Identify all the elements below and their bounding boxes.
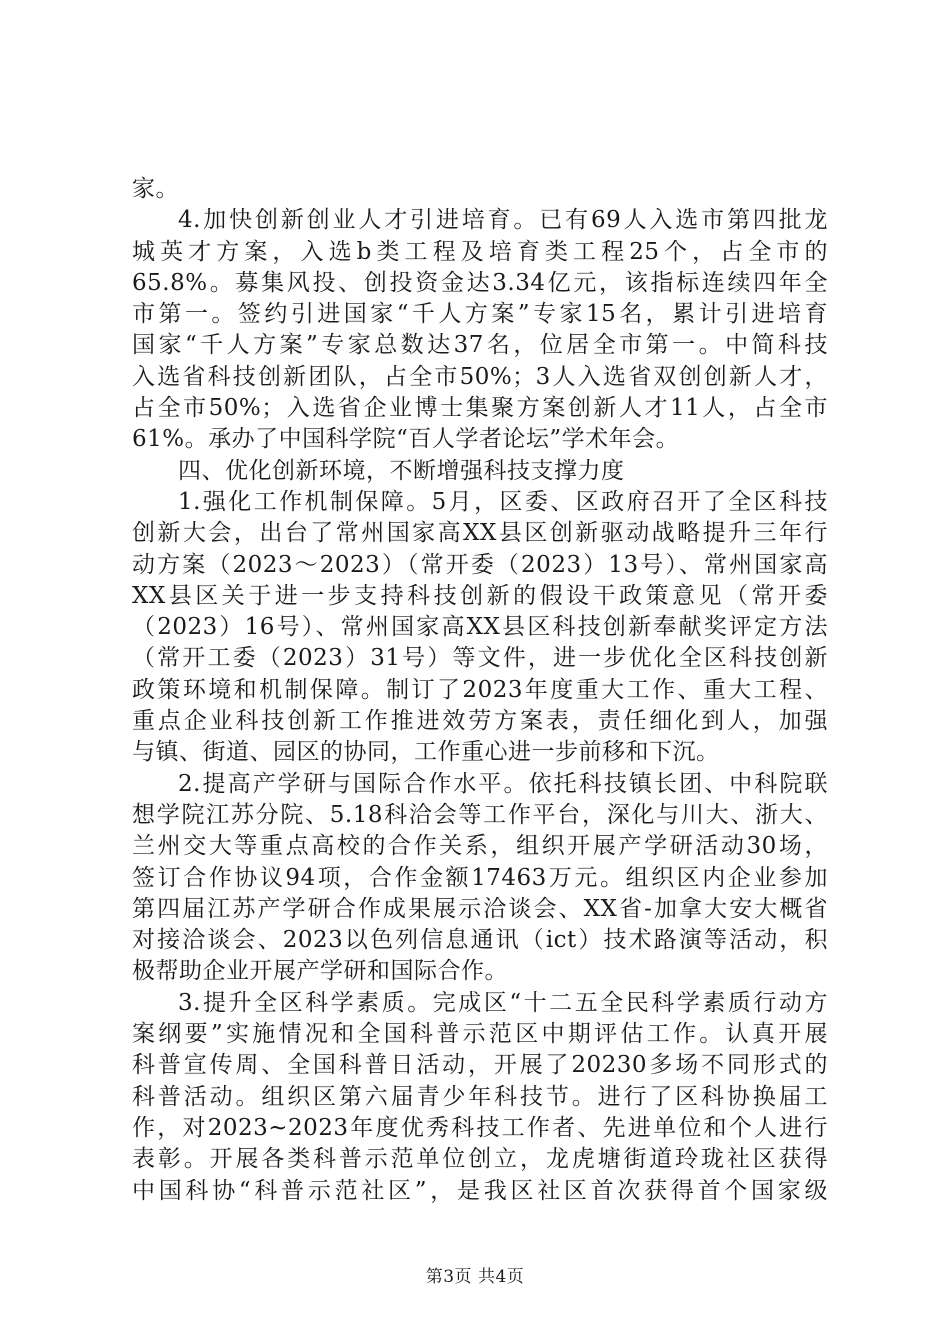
text-line: 家。 — [132, 176, 179, 202]
section-heading: 四、优化创新环境，不断增强科技支撑力度 — [178, 457, 625, 484]
text-line: 中国科协“科普示范社区”，是我区社区首次获得首个国家级 — [132, 1177, 828, 1204]
text-line: （常开工委（2023）31号）等文件，进一步优化全区科技创新 — [132, 645, 828, 672]
text-line: 第四届江苏产学研合作成果展示洽谈会、XX省-加拿大安大概省 — [132, 895, 828, 922]
text-line: 表彰。开展各类科普示范单位创立，龙虎塘街道玲珑社区获得 — [132, 1146, 828, 1173]
text-line: 签订合作协议94项，合作金额17463万元。组织区内企业参加 — [132, 864, 828, 891]
text-line: （2023）16号）、常州国家高XX县区科技创新奉献奖评定方法 — [132, 614, 828, 641]
page-number-footer: 第3页 共4页 — [425, 1267, 525, 1287]
text-line: 创新大会，出台了常州国家高XX县区创新驱动战略提升三年行 — [132, 520, 828, 547]
text-line: 政策环境和机制保障。制订了2023年度重大工作、重大工程、 — [132, 676, 828, 703]
text-line: 兰州交大等重点高校的合作关系，组织开展产学研活动30场， — [132, 833, 828, 860]
text-line: 65.8%。募集风投、创投资金达3.34亿元，该指标连续四年全 — [132, 269, 828, 296]
text-line: 科普宣传周、全国科普日活动，开展了20230多场不同形式的 — [132, 1052, 828, 1079]
text-line: 对接洽谈会、2023以色列信息通讯（ict）技术路演等活动，积 — [132, 927, 828, 954]
text-line: XX县区关于进一步支持科技创新的假设干政策意见（常开委 — [132, 582, 828, 609]
document-body — [132, 174, 828, 1207]
text-line: 案纲要”实施情况和全国科普示范区中期评估工作。认真开展 — [132, 1021, 828, 1048]
text-line: 入选省科技创新团队，占全市50%；3人入选省双创创新人才， — [132, 363, 828, 390]
text-line: 作，对2023~2023年度优秀科技工作者、先进单位和个人进行 — [132, 1114, 828, 1141]
text-line: 占全市50%；入选省企业博士集聚方案创新人才11人，占全市 — [132, 395, 828, 422]
paragraph-first-line: 3.提升全区科学素质。完成区“十二五全民科学素质行动方 — [178, 989, 828, 1016]
text-line: 极帮助企业开展产学研和国际合作。 — [132, 958, 508, 985]
text-line: 市第一。签约引进国家“千人方案”专家15名，累计引进培育 — [132, 301, 828, 328]
text-line: 61%。承办了中国科学院“百人学者论坛”学术年会。 — [132, 426, 680, 453]
text-line: 国家“千人方案”专家总数达37名，位居全市第一。中简科技 — [132, 332, 828, 359]
text-line: 科普活动。组织区第六届青少年科技节。进行了区科协换届工 — [132, 1083, 828, 1110]
text-line: 与镇、街道、园区的协同，工作重心进一步前移和下沉。 — [132, 739, 720, 766]
paragraph-first-line: 4.加快创新创业人才引进培育。已有69人入选市第四批龙 — [178, 207, 828, 234]
text-line: 重点企业科技创新工作推进效劳方案表，责任细化到人，加强 — [132, 708, 828, 735]
text-line: 想学院江苏分院、5.18科洽会等工作平台，深化与川大、浙大、 — [132, 801, 828, 828]
text-line: 动方案（2023～2023）（常开委（2023）13号）、常州国家高 — [132, 551, 828, 578]
paragraph-first-line: 2.提高产学研与国际合作水平。依托科技镇长团、中科院联 — [178, 770, 828, 797]
paragraph-first-line: 1.强化工作机制保障。5月，区委、区政府召开了全区科技 — [178, 488, 828, 515]
text-line: 城英才方案，入选b类工程及培育类工程25个，占全市的 — [132, 238, 828, 265]
